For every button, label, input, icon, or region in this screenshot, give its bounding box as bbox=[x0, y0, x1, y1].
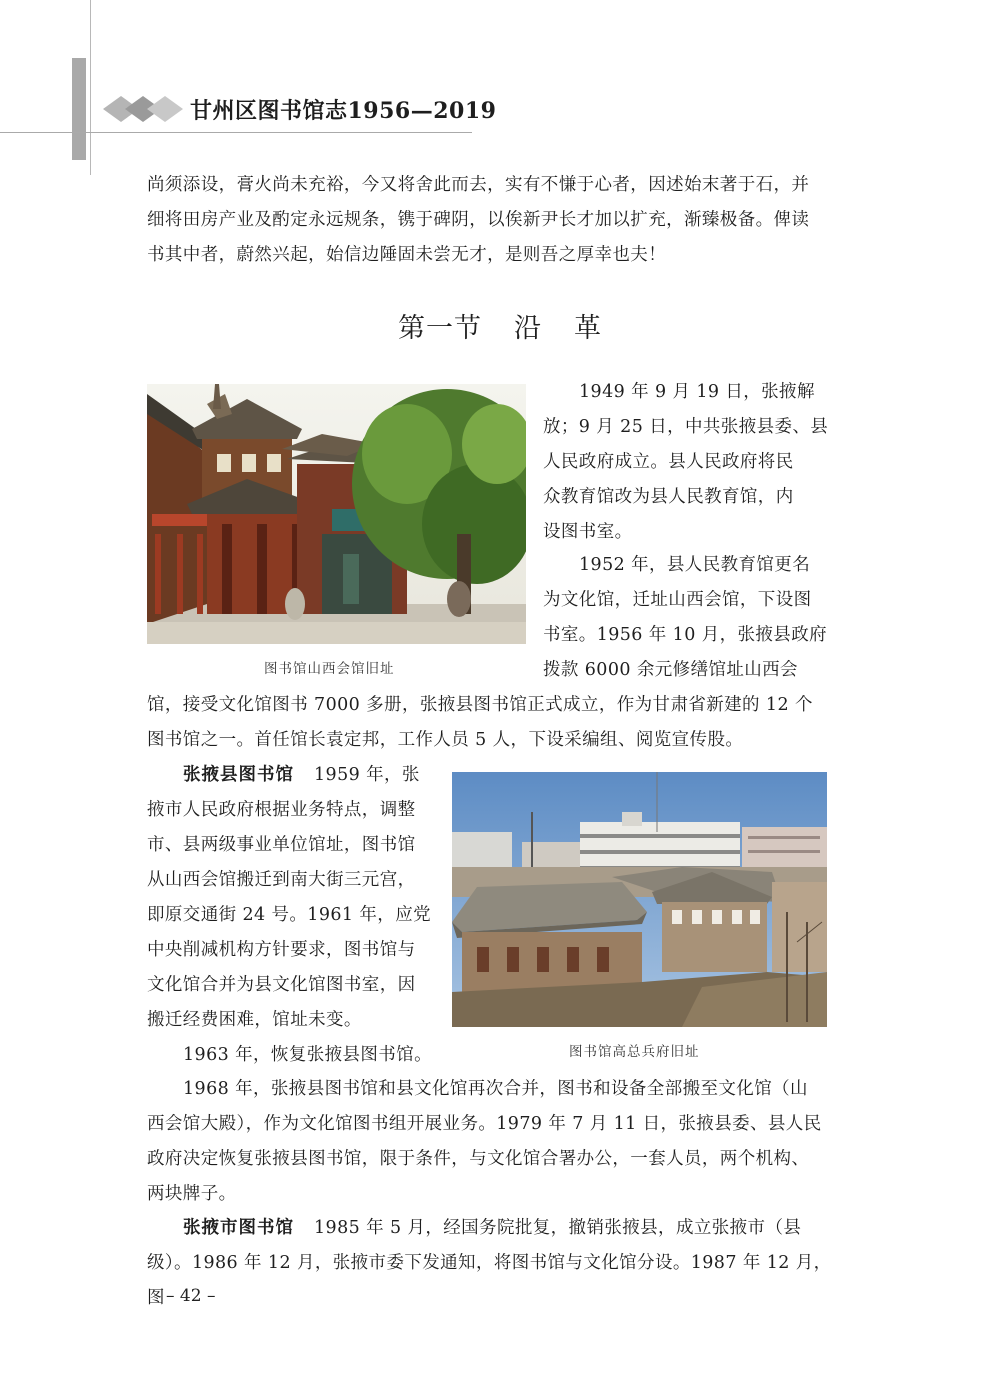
intro-line: 尚须添设，膏火尚未充裕，今又将舍此而去，实有不慊于心者，因述始末著于石，并 bbox=[147, 175, 810, 195]
section-title-char: 革 bbox=[574, 313, 602, 344]
text-line: 政府决定恢复张掖县图书馆，限于条件，与文化馆合署办公，一套人员，两个机构、 bbox=[147, 1149, 810, 1169]
text-line: 即原交通街 24 号。1961 年，应党 bbox=[147, 905, 431, 925]
figure-caption: 图书馆山西会馆旧址 bbox=[264, 661, 395, 677]
text-line: 1952 年，县人民教育馆更名 bbox=[579, 555, 811, 575]
paragraph-1952-continued bbox=[147, 688, 847, 758]
figure-caption: 图书馆高总兵府旧址 bbox=[569, 1044, 700, 1060]
text-line: 级）。1986 年 12 月，张掖市委下发通知，将图书馆与文化馆分设。1987 年 12 月，图 bbox=[147, 1253, 832, 1308]
intro-line: 细将田房产业及酌定永远规条，镌于碑阴，以俟新尹长才加以扩充，渐臻极备。俾读 bbox=[147, 210, 810, 230]
text-line: 两块牌子。 bbox=[147, 1184, 237, 1204]
photo-general-mansion bbox=[452, 772, 827, 1027]
paragraph-heading: 张掖县图书馆 bbox=[183, 765, 294, 785]
text-line: 1968 年，张掖县图书馆和县文化馆再次合并，图书和设备全部搬至文化馆（山 bbox=[183, 1079, 808, 1099]
text-line: 设图书室。 bbox=[543, 522, 633, 542]
text-line: 中央削减机构方针要求，图书馆与 bbox=[147, 940, 416, 960]
text-line: 张掖市图书馆 1985 年 5 月，经国务院批复，撤销张掖县，成立张掖市（县 bbox=[183, 1218, 802, 1238]
text-line: 搬迁经费困难，馆址未变。 bbox=[147, 1010, 362, 1030]
text-line: 人民政府成立。县人民政府将民 bbox=[543, 452, 794, 472]
text-line: 西会馆大殿），作为文化馆图书组开展业务。1979 年 7 月 11 日，张掖县委、县人民 bbox=[147, 1114, 822, 1134]
paragraph-1952 bbox=[543, 548, 835, 688]
text-line: 图书馆之一。首任馆长袁定邦，工作人员 5 人，下设采编组、阅览宣传股。 bbox=[147, 730, 744, 750]
header-vertical-rule bbox=[90, 0, 91, 175]
text-line: 从山西会馆搬迁到南大街三元宫， bbox=[147, 870, 416, 890]
text-line: 放；9 月 25 日，中共张掖县委、县 bbox=[543, 417, 829, 437]
section-title bbox=[0, 306, 1000, 345]
section-title-char: 沿 bbox=[514, 313, 542, 344]
paragraph-heading: 张掖市图书馆 bbox=[183, 1218, 294, 1238]
header-accent-bar bbox=[72, 58, 86, 160]
header-diamond-ornament-icon bbox=[103, 94, 183, 124]
text-line: 拨款 6000 余元修缮馆址山西会 bbox=[543, 660, 798, 680]
text-line: 1963 年，恢复张掖县图书馆。 bbox=[183, 1045, 432, 1065]
text-line: 书室。1956 年 10 月，张掖县政府 bbox=[543, 625, 827, 645]
text-line: 文化馆合并为县文化馆图书室，因 bbox=[147, 975, 416, 995]
running-header-title: 甘州区图书馆志1956—2019 bbox=[190, 98, 497, 124]
text-line: 张掖县图书馆 1959 年，张 bbox=[183, 765, 420, 785]
text-line: 为文化馆，迁址山西会馆，下设图 bbox=[543, 590, 812, 610]
text-line: 馆，接受文化馆图书 7000 多册，张掖县图书馆正式成立，作为甘肃省新建的 12 个 bbox=[147, 695, 813, 715]
text-line: 1949 年 9 月 19 日，张掖解 bbox=[579, 382, 815, 402]
paragraph-1968 bbox=[147, 1072, 847, 1212]
paragraph-zhangye-city-library bbox=[147, 1211, 847, 1316]
page-number: – 42 – bbox=[166, 1286, 216, 1306]
text-line: 众教育馆改为县人民教育馆，内 bbox=[543, 487, 794, 507]
paragraph-zhangye-county-library bbox=[147, 758, 442, 1073]
photo-shanxi-guild-hall bbox=[147, 384, 526, 644]
header-horizontal-rule bbox=[0, 132, 472, 133]
text-line: 掖市人民政府根据业务特点，调整 bbox=[147, 800, 416, 820]
section-number: 第一节 bbox=[398, 313, 482, 344]
intro-paragraph bbox=[147, 168, 847, 273]
paragraph-1949 bbox=[543, 375, 835, 550]
intro-line: 书其中者，蔚然兴起，始信边陲固未尝无才，是则吾之厚幸也夫！ bbox=[147, 245, 667, 265]
text-line: 市、县两级事业单位馆址，图书馆 bbox=[147, 835, 416, 855]
